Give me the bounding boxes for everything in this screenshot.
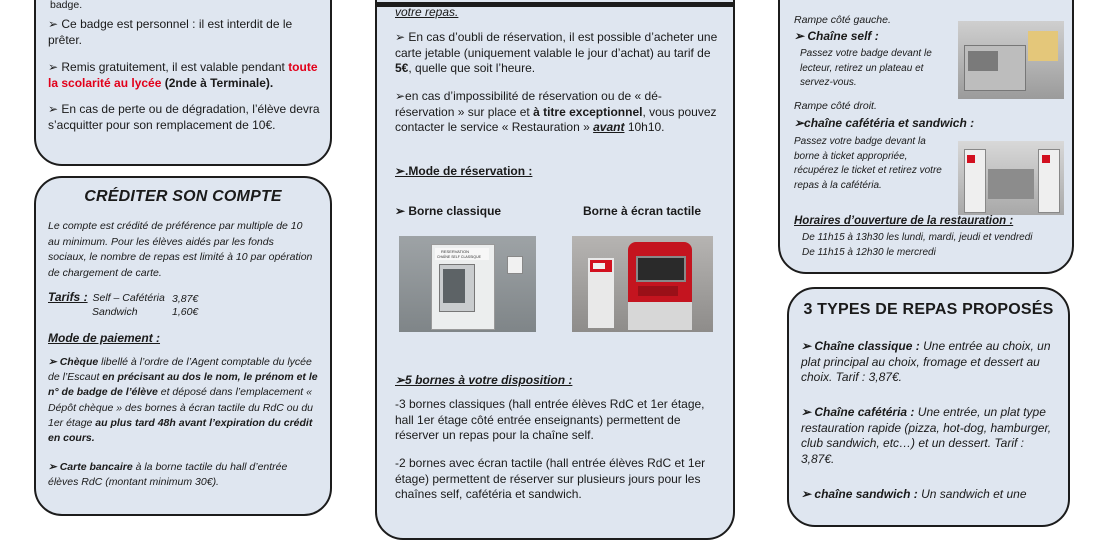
sandwich-meal-label: ➢ chaîne sandwich : (801, 487, 918, 501)
cheque-label: ➢ Chèque (48, 356, 99, 368)
card-detail: à la borne tactile du hall d’entrée élèves RdC (montant minimum 30€). (48, 461, 288, 489)
ramp-left-label: Rampe côté gauche. (794, 14, 891, 26)
classic-meal-text (801, 339, 1059, 386)
tarifs-label: Tarifs : (48, 290, 88, 304)
reservation-panel (375, 0, 735, 540)
classic-terminal-sign-2: CHAÎNE SELF CLASSIQUE (437, 255, 481, 259)
badge-free-suffix: (2nde à Terminale). (164, 75, 274, 90)
touch-terminal-photo (572, 236, 713, 332)
badge-lost-text: ➢ En cas de perte ou de dégradation, l’élève devra s’acquitter pour son remplacement de 10€. (48, 102, 320, 132)
bornes-classic-text: -3 bornes classiques (hall entrée élèves RdC et 1er étage, hall 1er étage côté entrée enseignants) permettent de réserver un repas pour la chaîne self. (395, 397, 705, 442)
card-text (48, 460, 318, 490)
self-counter-photo (958, 21, 1064, 99)
hours-title: Horaires d’ouverture de la restauration : (794, 215, 1014, 227)
cheque-part-4: au plus tard 48h avant l’expiration du crédit en cours. (48, 416, 313, 445)
credit-title: CRÉDITER SON COMPTE (84, 188, 282, 205)
borne-classic-label: ➢ Borne classique (395, 204, 502, 218)
tarif-self-price: 3,87€ (172, 293, 199, 305)
forgot-end: , quelle que soit l’heure. (408, 61, 536, 75)
self-text: Passez votre badge devant le lecteur, retirez un plateau et servez-vous. (800, 48, 932, 88)
mode-title: ➢.Mode de réservation : (395, 164, 533, 178)
tarif-sandwich-name: Sandwich (92, 306, 138, 318)
tarifs-block (48, 291, 308, 305)
classic-terminal-sign-1: RESERVATION (441, 249, 470, 254)
impossible-text (395, 89, 721, 136)
hours-line-2: De 11h15 à 12h30 le mercredi (802, 247, 936, 258)
borne-touch-label: Borne à écran tactile (583, 204, 702, 218)
cheque-part-3: et déposé dans l’emplacement « Dépôt chèque » des bornes à écran tactile du RdC ou du 1er étage (48, 386, 314, 429)
impossible-avant: avant (593, 120, 625, 134)
badge-panel (34, 0, 332, 166)
cheque-text (48, 355, 318, 446)
credit-panel (34, 176, 332, 516)
ramp-right-label: Rampe côté droit. (794, 100, 877, 112)
badge-personal-text: ➢ Ce badge est personnel : il est interdit de le prêter. (48, 17, 293, 47)
credit-text: Le compte est crédité de préférence par multiple de 10 au minimum. Pour les élèves aidés par les fonds sociaux, le nombre de repas est limité à 10 par opération de chargement de carte. (48, 220, 313, 279)
meal-types-panel (787, 287, 1070, 527)
tarif-sandwich-price: 1,60€ (172, 306, 199, 318)
impossible-part-2: , vous pouvez contacter le service « Restauration » (395, 104, 717, 134)
tarif-self-name: Self – Cafétéria (92, 292, 165, 304)
forgot-main: ➢ En cas d’oubli de réservation, il est possible d’acheter une carte jetable (uniquement valable le jour d’achat) au tarif de (395, 30, 718, 60)
service-panel (778, 0, 1074, 274)
impossible-part-1: ➢en cas d’impossibilité de réservation ou de « dé-réservation » sur place et (395, 89, 662, 119)
classic-meal-detail: Une entrée au choix, un plat principal au choix, fromage et dessert au choix. Tarif : 3,87€. (801, 339, 1051, 384)
impossible-time: 10h10. (627, 120, 665, 134)
sandwich-meal-detail: Un sandwich et une (921, 487, 1027, 501)
badge-free-highlight: toute la scolarité au lycée (48, 60, 318, 90)
badge-cut-text: badge. (50, 0, 83, 11)
forgot-text (395, 30, 721, 77)
ticket-terminal-photo (958, 141, 1064, 215)
cafe-title: ➢chaîne cafétéria et sandwich : (794, 116, 975, 130)
payment-title: Mode de paiement : (48, 331, 161, 345)
forgot-price: 5€ (395, 61, 409, 75)
badge-free-text (48, 60, 320, 91)
sandwich-meal-text (801, 487, 1059, 503)
self-title: ➢ Chaîne self : (794, 29, 879, 43)
cheque-part-2: en précisant au dos le nom, le prénom et le n° de badge de l’élève (48, 371, 318, 399)
card-label: ➢ Carte bancaire (48, 461, 133, 473)
bornes-title: ➢5 bornes à votre disposition : (395, 373, 573, 387)
cafet-meal-text (801, 405, 1059, 467)
badge-free-prefix: ➢ Remis gratuitement, il est valable pendant (48, 60, 285, 74)
hours-line-1: De 11h15 à 13h30 les lundi, mardi, jeudi et vendredi (802, 232, 1033, 243)
cafet-meal-label: ➢ Chaîne cafétéria : (801, 405, 915, 419)
cafet-meal-detail: Une entrée, un plat type restauration rapide (pizza, hot-dog, hamburger, club sandwich, etc…) et un dessert. Tarif : 3,87€. (801, 405, 1052, 466)
bornes-touch-text: -2 bornes avec écran tactile (hall entrée élèves RdC et 1er étage) permettent de réserver sur plusieurs jours pour les chaînes self, cafétéria et sandwich. (395, 456, 706, 501)
reservation-cut-text: votre repas. (395, 5, 459, 19)
cheque-part-1: libellé à l’ordre de l’Agent comptable du lycée de l’Escaut (48, 356, 312, 384)
impossible-bold: à titre exceptionnel (533, 104, 643, 119)
cafe-text: Passez votre badge devant la borne à ticket appropriée, récupérez le ticket et retirez votre repas à la cafétéria. (794, 136, 942, 191)
classic-terminal-photo (399, 236, 536, 332)
meal-types-title: 3 TYPES DE REPAS PROPOSÉS (803, 301, 1054, 318)
classic-meal-label: ➢ Chaîne classique : (801, 339, 920, 353)
